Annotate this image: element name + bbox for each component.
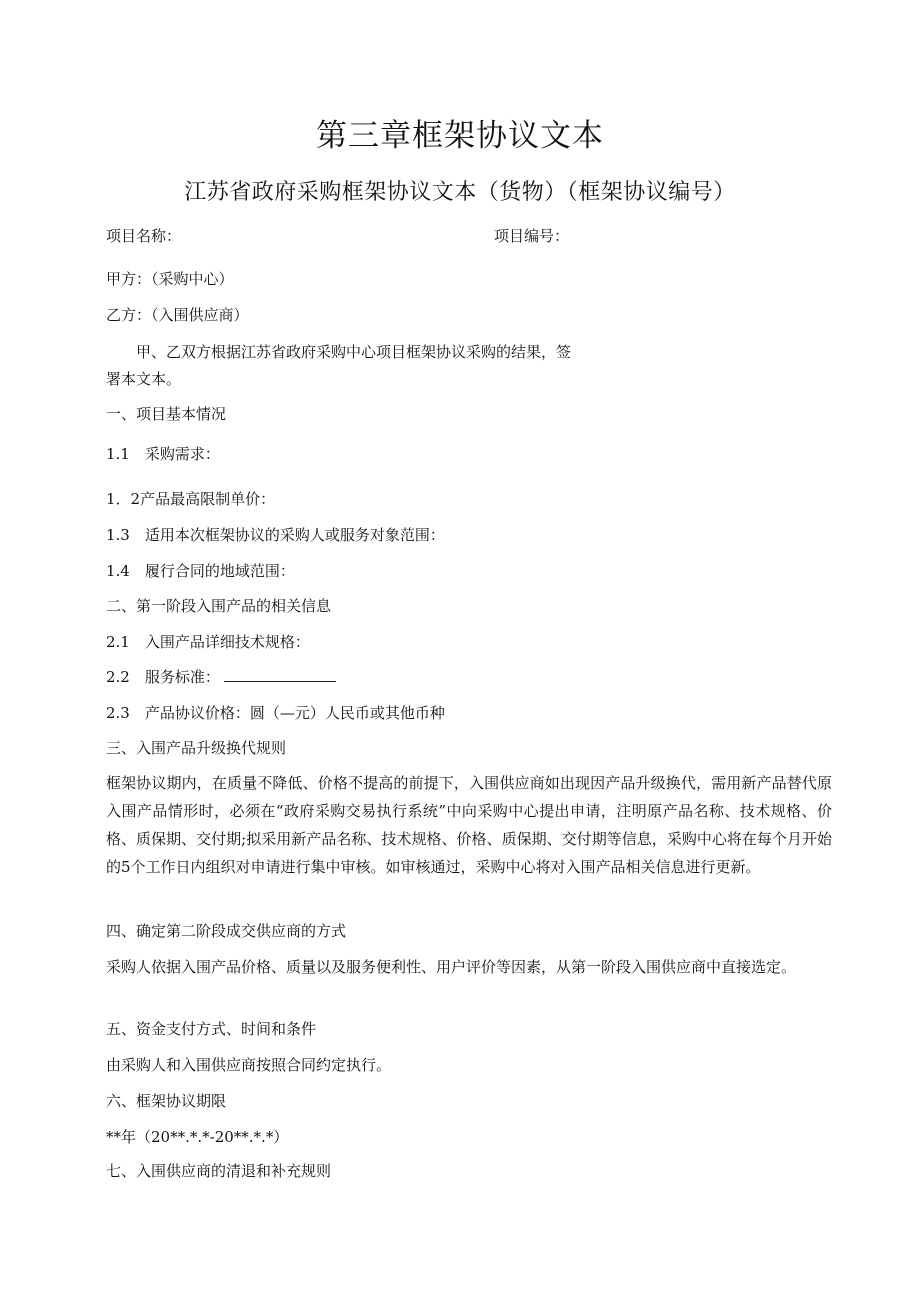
section-3-title: 三、入围产品升级换代规则: [106, 739, 287, 757]
item-1-1: 1.1 采购需求：: [106, 445, 220, 463]
section-5-title: 五、资金支付方式、时间和条件: [106, 1020, 317, 1038]
item-2-2: [106, 667, 336, 687]
section-5-body: 由采购人和入围供应商按照合同约定执行。: [106, 1056, 392, 1074]
section-6-title: 六、框架协议期限: [106, 1092, 227, 1110]
section-7-title: 七、入围供应商的清退和补充规则: [106, 1162, 332, 1180]
project-name-label: 项目名称：: [106, 227, 182, 245]
section-6-body: **年（20**.*.*-20**.*.*）: [106, 1128, 289, 1146]
intro-line-2: 署本文本。: [106, 370, 182, 388]
item-1-4: 1.4 履行合同的地域范围：: [106, 562, 295, 580]
party-a: 甲方：（采购中心）: [106, 270, 234, 288]
party-b: 乙方：（入围供应商）: [106, 306, 249, 324]
blank-line: [224, 667, 336, 682]
section-4-title: 四、确定第二阶段成交供应商的方式: [106, 922, 347, 940]
section-3-body: 框架协议期内，在质量不降低、价格不提高的前提下，入围供应商如出现因产品升级换代，需用新产品替代原入围产品情形时，必须在“政府采购交易执行系统”中向采购中心提出申请，注明原产品名称、技术规格、价格、质保期、交付期;拟采用新产品名称、技术规格、价格、质保期、交付期等信息，采购中心将在每个月开始的5个工作日内组织对申请进行集中审核。如审核通过，采购中心将对入围产品相关信息进行更新。: [106, 774, 832, 876]
item-2-3: 2.3 产品协议价格：圆（—元）人民币或其他币种: [106, 704, 445, 722]
item-1-3: 1.3 适用本次框架协议的采购人或服务对象范围：: [106, 526, 445, 544]
document-title: 江苏省政府采购框架协议文本（货物）（框架协议编号）: [184, 180, 736, 205]
intro-line-1: 甲、乙双方根据江苏省政府采购中心项目框架协议采购的结果，签: [136, 343, 572, 361]
item-2-1: 2.1 入围产品详细技术规格：: [106, 633, 310, 651]
chapter-title: 第三章框架协议文本: [316, 118, 604, 154]
section-1-title: 一、项目基本情况: [106, 405, 227, 423]
item-2-2-label: 2.2 服务标准：: [106, 668, 220, 686]
section-2-title: 二、第一阶段入围产品的相关信息: [106, 597, 332, 615]
project-number-label: 项目编号：: [494, 227, 570, 245]
section-4-body: 采购人依据入围产品价格、质量以及服务便利性、用户评价等因素，从第一阶段入围供应商中直接选定。: [106, 958, 797, 976]
item-1-2: 1．2产品最高限制单价：: [106, 490, 276, 508]
